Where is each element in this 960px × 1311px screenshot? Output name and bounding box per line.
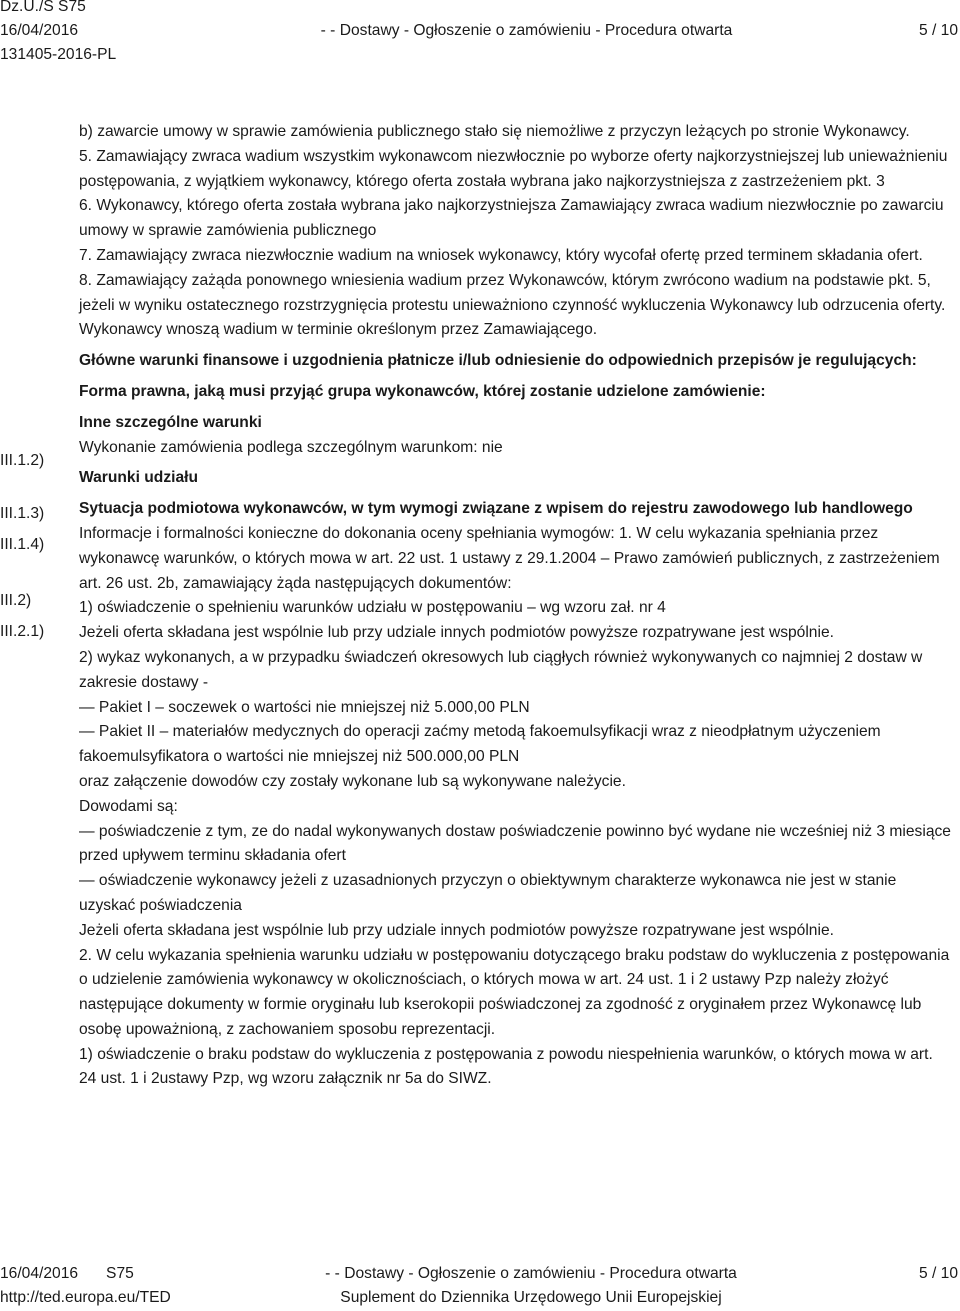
paragraph: — Pakiet II – materiałów medycznych do operacji zaćmy metodą fakoemulsyfikacji wraz z nieodpłatnym użyczeniem fakoemulsyfikatora o wartości nie mniejszej niż 500.000,00 PLN — [79, 723, 881, 766]
paragraph: 6. Wykonawcy, którego oferta została wybrana jako najkorzystniejsza Zamawiający zwraca wadium niezwłocznie po zawarciu umowy w sprawie zamówienia publicznego — [79, 197, 944, 240]
journal-ref: Dz.U./S S75 — [0, 0, 86, 15]
section-number: III.1.2) — [0, 452, 45, 469]
header-doc-id: 131405-2016-PL — [0, 46, 117, 63]
paragraph: Informacje i formalności konieczne do dokonania oceny spełniania wymogów: 1. W celu wykazania spełniania przez wykonawcę warunków, o których mowa w art. 22 ust. 1 ustawy z 29.1.2004 – Prawo zamówień publicznych, z zastrzeżeniem art. 26 ust. 2b, zamawiający żąda następujących dokumentów: — [79, 524, 940, 592]
paragraph: Jeżeli oferta składana jest wspólnie lub przy udziale innych podmiotów powyższe rozpatrywane jest wspólnie. — [79, 921, 834, 939]
paragraph: 2) wykaz wykonanych, a w przypadku świadczeń okresowych lub ciągłych również wykonywanych co najmniej 2 dostaw w zakresie dostawy - — [79, 648, 923, 691]
section-number: III.1.4) — [0, 536, 45, 553]
section-number: III.2.1) — [0, 623, 45, 640]
document-body — [79, 120, 954, 1092]
paragraph: Dowodami są: — [79, 797, 178, 815]
section-heading: Inne szczególne warunki — [79, 413, 262, 431]
footer-series: S75 — [106, 1265, 134, 1282]
paragraph: 1) oświadczenie o spełnieniu warunków udziału w postępowaniu – wg wzoru zał. nr 4 — [79, 599, 666, 617]
section-heading: Główne warunki finansowe i uzgodnienia płatnicze i/lub odniesienie do odpowiednich przepisów je regulujących: — [79, 352, 917, 370]
paragraph: — oświadczenie wykonawcy jeżeli z uzasadnionych przyczyn o obiektywnym charakterze wykonawca nie jest w stanie uzyskać poświadczenia — [79, 872, 897, 914]
section-heading: Warunki udziału — [79, 469, 198, 487]
paragraph: b) zawarcie umowy w sprawie zamówienia publicznego stało się niemożliwe z przyczyn leżących po stronie Wykonawcy. — [79, 123, 910, 140]
paragraph: — Pakiet I – soczewek o wartości nie mniejszej niż 5.000,00 PLN — [79, 698, 530, 716]
footer-supplement: Suplement do Dziennika Urzędowego Unii Europejskiej — [340, 1289, 722, 1306]
section-number: III.1.3) — [0, 505, 45, 522]
header-title: - - Dostawy - Ogłoszenie o zamówieniu - Procedura otwarta — [320, 22, 733, 39]
paragraph: — poświadczenie z tym, ze do nadal wykonywanych dostaw poświadczenie powinno być wydane nie wcześniej niż 3 miesiące przed upływem terminu składania ofert — [79, 822, 951, 865]
header-date: 16/04/2016 — [0, 22, 79, 39]
section-number: III.2) — [0, 592, 32, 609]
section-heading: Sytuacja podmiotowa wykonawców, w tym wymogi związane z wpisem do rejestru zawodowego lub handlowego — [79, 500, 913, 518]
paragraph: 2. W celu wykazania spełnienia warunku udziału w postępowaniu dotyczącego braku podstaw do wykluczenia z postępowania o udzielenie zamówienia wykonawcy w okolicznościach, o których mowa w art. 24 ust. 1 i 2 ustawy Pzp należy złożyć następujące dokumenty w formie oryginału lub kserokopii poświadczonej za zgodność z oryginałem przez Wykonawcę lub osobę upoważnioną, z zachowaniem sposobu reprezentacji. — [79, 946, 950, 1038]
page-footer — [0, 1263, 960, 1311]
paragraph: 7. Zamawiający zwraca niezwłocznie wadium na wniosek wykonawcy, który wycofał ofertę przed terminem składania ofert. — [79, 246, 923, 264]
paragraph: 1) oświadczenie o braku podstaw do wykluczenia z postępowania z powodu niespełnienia warunków, o których mowa w art. 24 ust. 1 i 2ustawy Pzp, wg wzoru załącznik nr 5a do SIWZ. — [79, 1045, 933, 1088]
paragraph: 5. Zamawiający zwraca wadium wszystkim wykonawcom niezwłocznie po wyborze oferty najkorzystniejszej lub unieważnieniu postępowania, z wyjątkiem wykonawcy, którego oferta została wybrana jako najkorzystniejsza z zastrzeżeniem pkt. 3 — [79, 147, 948, 190]
header-page-number: 5 / 10 — [918, 22, 958, 39]
section-heading: Forma prawna, jaką musi przyjąć grupa wykonawców, której zostanie udzielone zamówienie: — [79, 382, 766, 400]
paragraph: 8. Zamawiający zażąda ponownego wniesienia wadium przez Wykonawców, którym zwrócono wadium na podstawie pkt. 5, jeżeli w wyniku ostatecznego rozstrzygnięcia protestu unieważniono czynność wykluczenia Wykonawcy lub odrzucenia oferty. Wykonawcy wnoszą wadium w terminie określonym przez Zamawiającego. — [79, 271, 946, 339]
paragraph: Jeżeli oferta składana jest wspólnie lub przy udziale innych podmiotów powyższe rozpatrywane jest wspólnie. — [79, 624, 834, 642]
footer-page-number: 5 / 10 — [918, 1265, 958, 1282]
footer-date-text: 16/04/2016 — [0, 1265, 79, 1282]
footer-title: - - Dostawy - Ogłoszenie o zamówieniu - Procedura otwarta — [325, 1265, 737, 1282]
paragraph: Wykonanie zamówienia podlega szczególnym warunkom: nie — [79, 438, 503, 456]
paragraph: oraz załączenie dowodów czy zostały wykonane lub są wykonywane należycie. — [79, 772, 626, 790]
footer-url-link[interactable]: http://ted.europa.eu/TED — [0, 1289, 171, 1306]
